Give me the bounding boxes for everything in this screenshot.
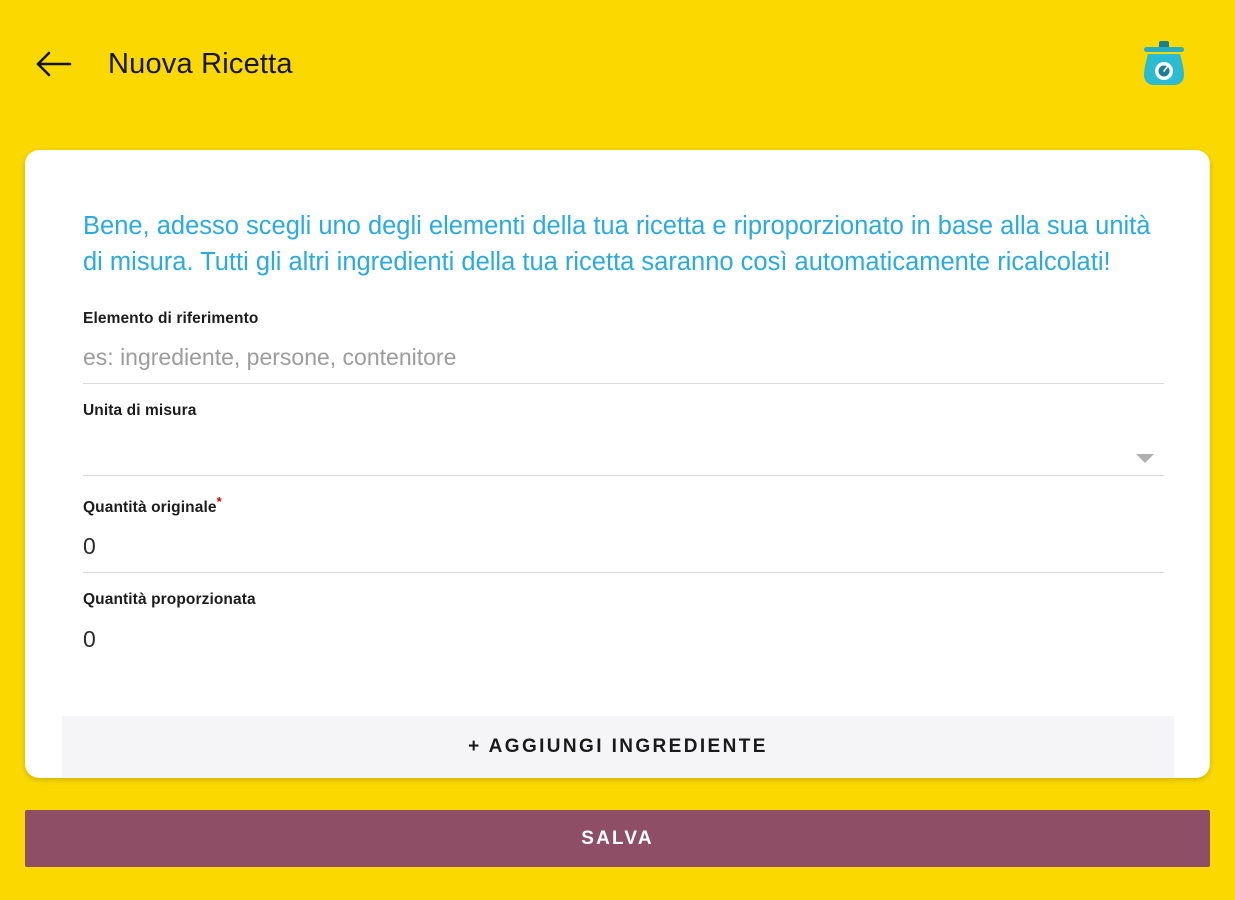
input-value: 0	[83, 533, 96, 560]
input-placeholder: es: ingrediente, persone, contenitore	[83, 344, 457, 370]
back-arrow-icon[interactable]	[30, 40, 78, 88]
field-label: Unita di misura	[83, 402, 197, 419]
page-title: Nuova Ricetta	[108, 47, 293, 80]
proportioned-quantity-input[interactable]	[83, 613, 1164, 665]
reference-element-input[interactable]	[83, 332, 1164, 384]
top-app-bar	[0, 0, 1235, 128]
recipe-form-card	[25, 150, 1210, 778]
save-button[interactable]: SALVA	[25, 810, 1210, 867]
field-label-text: Quantità originale	[83, 499, 217, 517]
intro-text: Bene, adesso scegli uno degli elementi della tua ricetta e riproporzionato in base alla sua unità di misura. Tutti gli altri ingredienti della tua ricetta saranno così automaticamente ricalcolati!	[83, 212, 1151, 276]
required-marker: *	[216, 494, 222, 509]
chevron-down-icon[interactable]	[1136, 454, 1154, 463]
original-quantity-input[interactable]	[83, 521, 1164, 573]
field-quantita-proporzionata	[83, 591, 1164, 665]
kitchen-scale-icon[interactable]	[1133, 33, 1195, 95]
field-label: Elemento di riferimento	[83, 310, 259, 327]
field-label	[83, 494, 1164, 517]
field-label: Quantità proporzionata	[83, 591, 256, 609]
add-ingredient-button[interactable]: + AGGIUNGI INGREDIENTE	[62, 716, 1174, 778]
field-elemento-di-riferimento	[83, 310, 1164, 384]
field-quantita-originale	[83, 494, 1164, 573]
input-value: 0	[83, 625, 96, 652]
card-content	[25, 150, 1210, 665]
field-unita-di-misura	[83, 402, 1164, 476]
unit-of-measure-select[interactable]	[83, 424, 1164, 476]
